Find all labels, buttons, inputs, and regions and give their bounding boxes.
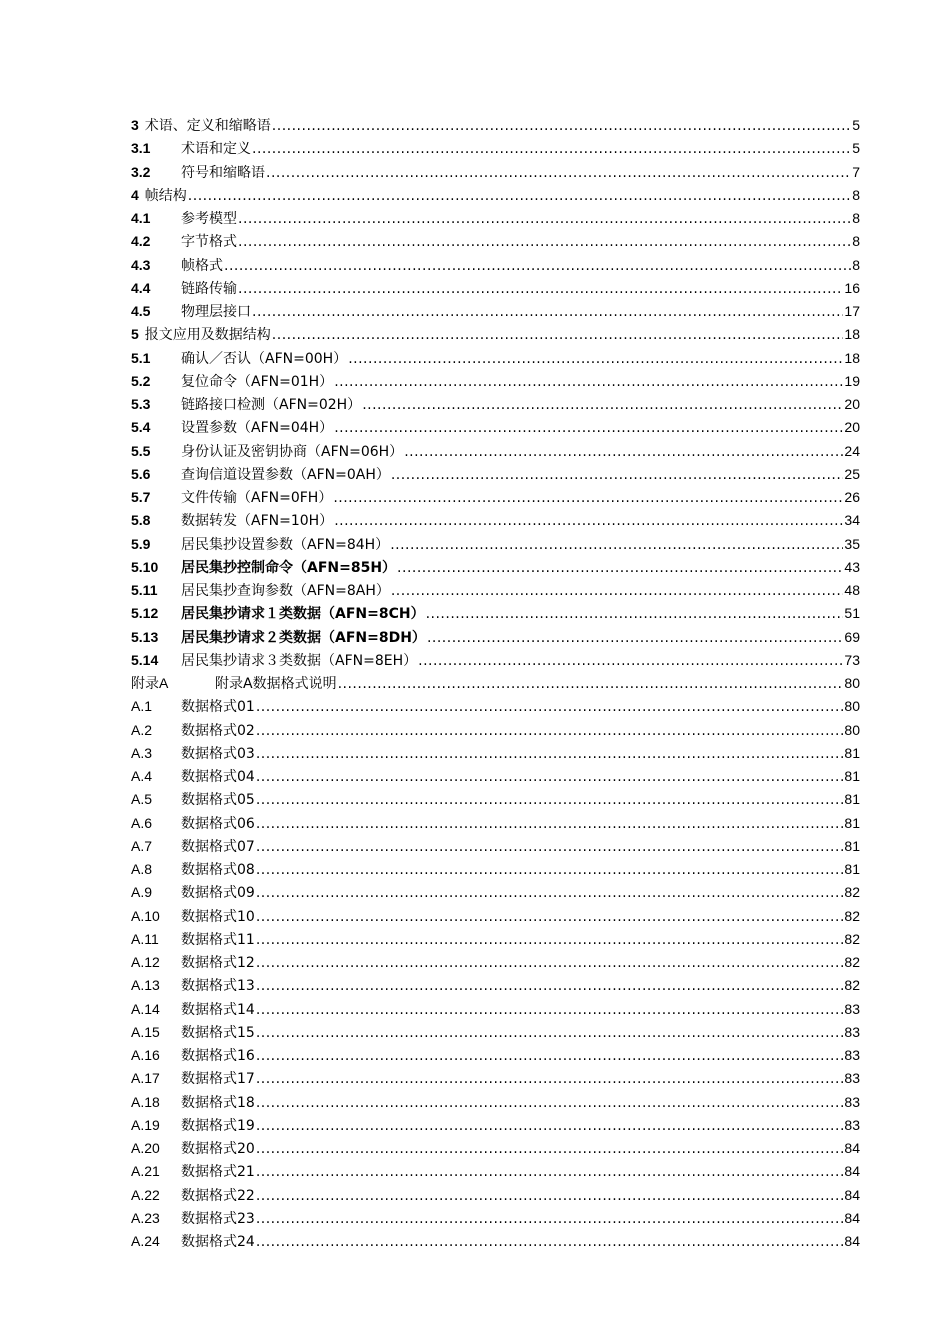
toc-entry-page-number: 82: [844, 977, 860, 994]
toc-entry-page-number: 73: [844, 651, 860, 668]
toc-entry-title: 链路接口检测（AFN=02H）: [181, 397, 362, 413]
dot-leader: [348, 348, 843, 371]
toc-entry-title: 数据格式21: [181, 1164, 255, 1181]
toc-entry[interactable]: [131, 1160, 860, 1183]
dot-leader: [256, 836, 844, 859]
dot-leader: [256, 1115, 844, 1138]
toc-entry-number: 4.2: [131, 233, 151, 250]
toc-entry-page-number: 83: [844, 1093, 860, 1110]
toc-entry-title: 居民集抄查询参数（AFN=8AH）: [181, 583, 390, 599]
toc-entry[interactable]: [131, 393, 860, 416]
toc-entry[interactable]: [131, 207, 860, 230]
dot-leader: [224, 255, 851, 278]
toc-entry-title: 数据格式17: [181, 1071, 255, 1088]
toc-entry-number: A.10: [131, 907, 160, 924]
toc-entry-number: A.2: [131, 721, 153, 738]
toc-entry-number: A.14: [131, 1000, 160, 1017]
dot-leader: [256, 906, 844, 929]
toc-entry-page-number: 81: [844, 744, 860, 761]
dot-leader: [188, 185, 851, 208]
toc-entry-page-number: 84: [844, 1140, 860, 1156]
toc-entry-number: 5.5: [131, 442, 151, 459]
toc-entry-page-number: 25: [844, 465, 860, 482]
toc-entry-page-number: 80: [844, 721, 860, 738]
toc-entry-number: 5.8: [131, 512, 151, 529]
toc-entry-title: 居民集抄控制命令（AFN=85H）: [181, 559, 397, 576]
toc-entry-title: 数据格式01: [181, 699, 255, 716]
toc-entry-number: A.21: [131, 1163, 160, 1180]
toc-entry-page-number: 83: [844, 1047, 860, 1063]
toc-entry-title: 附录A数据格式说明: [215, 676, 337, 692]
toc-entry-title: 术语、定义和缩略语: [144, 118, 271, 134]
toc-entry-number: A.13: [131, 977, 160, 994]
toc-entry-number: A.8: [131, 861, 153, 877]
toc-entry-page-number: 20: [844, 396, 860, 412]
toc-entry-page-number: 82: [844, 930, 860, 947]
toc-entry-number: A.19: [131, 1116, 160, 1133]
toc-entry[interactable]: [131, 649, 860, 672]
toc-entry-page-number: 18: [844, 349, 860, 366]
toc-entry-title: 居民集抄请求２类数据（AFN=8DH）: [181, 629, 426, 646]
toc-entry[interactable]: [131, 626, 860, 649]
dot-leader: [391, 464, 844, 487]
toc-entry-title: 数据格式19: [181, 1117, 255, 1134]
toc-entry-page-number: 80: [844, 698, 860, 715]
toc-entry-page-number: 81: [844, 814, 860, 831]
dot-leader: [256, 789, 844, 812]
dot-leader: [256, 999, 844, 1022]
toc-entry-number: 5.13: [131, 628, 159, 645]
toc-entry-title: 数据格式11: [181, 931, 255, 948]
toc-entry-title: 物理层接口: [181, 304, 251, 320]
toc-entry-title: 字节格式: [181, 234, 237, 251]
toc-entry-title: 数据格式10: [181, 908, 255, 925]
dot-leader: [272, 115, 851, 138]
toc-entry[interactable]: [131, 137, 860, 160]
toc-entry-title: 数据格式06: [181, 815, 255, 832]
dot-leader: [256, 859, 844, 882]
toc-entry[interactable]: [131, 1114, 860, 1137]
toc-entry[interactable]: [131, 881, 860, 904]
toc-entry[interactable]: [131, 300, 860, 323]
toc-entry[interactable]: [131, 254, 860, 277]
toc-entry[interactable]: [131, 1044, 860, 1067]
dot-leader: [256, 1185, 844, 1208]
toc-entry-title: 符号和缩略语: [181, 164, 265, 181]
toc-entry-page-number: 48: [844, 582, 860, 598]
toc-entry[interactable]: [131, 974, 860, 997]
toc-entry-number: A.12: [131, 954, 160, 970]
toc-entry-number: 5.12: [131, 605, 159, 622]
toc-entry-number: A.22: [131, 1186, 160, 1203]
toc-entry-page-number: 84: [844, 1233, 860, 1249]
toc-entry[interactable]: [131, 509, 860, 532]
dot-leader: [256, 720, 844, 743]
dot-leader: [272, 324, 844, 347]
toc-entry-page-number: 20: [844, 419, 860, 436]
dot-leader: [266, 162, 851, 185]
toc-entry[interactable]: [131, 161, 860, 184]
toc-entry-page-number: 84: [844, 1209, 860, 1226]
toc-entry[interactable]: [131, 323, 860, 346]
toc-entry-page-number: 81: [844, 768, 860, 784]
dot-leader: [426, 603, 844, 626]
toc-entry[interactable]: [131, 230, 860, 253]
toc-entry[interactable]: [131, 463, 860, 486]
toc-entry-title: 数据格式08: [181, 862, 255, 878]
dot-leader: [252, 301, 843, 324]
toc-entry-title: 身份认证及密钥协商（AFN=06H）: [181, 443, 404, 460]
toc-entry-page-number: 69: [844, 628, 860, 645]
toc-entry-number: 5: [131, 326, 139, 343]
toc-entry[interactable]: [131, 602, 860, 625]
toc-entry-number: A.17: [131, 1070, 160, 1087]
toc-entry-number: 5.1: [131, 349, 151, 366]
toc-entry-number: A.23: [131, 1209, 160, 1226]
toc-entry-number: 5.2: [131, 372, 151, 389]
dot-leader: [256, 1022, 844, 1045]
toc-entry-title: 确认／否认（AFN=00H）: [181, 350, 348, 367]
toc-entry[interactable]: [131, 951, 860, 974]
dot-leader: [256, 929, 844, 952]
toc-entry-title: 数据格式04: [181, 769, 255, 785]
toc-entry-number: 5.6: [131, 465, 151, 482]
toc-entry-page-number: 82: [844, 907, 860, 924]
dot-leader: [338, 673, 844, 696]
dot-leader: [362, 394, 843, 417]
toc-entry[interactable]: [131, 719, 860, 742]
toc-entry-page-number: 24: [844, 442, 860, 459]
toc-entry-number: A.11: [131, 930, 159, 947]
toc-entry[interactable]: [131, 765, 860, 788]
toc-entry[interactable]: [131, 486, 860, 509]
dot-leader: [256, 1208, 844, 1231]
toc-entry-page-number: 8: [852, 186, 860, 203]
toc-entry-title: 数据转发（AFN=10H）: [181, 513, 334, 530]
dot-leader: [256, 1068, 844, 1091]
toc-entry[interactable]: [131, 695, 860, 718]
dot-leader: [256, 975, 844, 998]
toc-entry[interactable]: [131, 1021, 860, 1044]
toc-entry-title: 数据格式02: [181, 722, 255, 739]
toc-entry[interactable]: [131, 1207, 860, 1230]
toc-entry-page-number: 5: [852, 117, 860, 133]
toc-entry-number: 3: [131, 117, 139, 133]
toc-entry-number: A.5: [131, 791, 153, 808]
toc-entry-title: 居民集抄请求３类数据（AFN=8EH）: [181, 652, 418, 669]
toc-entry-page-number: 51: [844, 605, 860, 622]
toc-entry[interactable]: [131, 556, 860, 579]
toc-entry-page-number: 7: [852, 163, 860, 180]
toc-entry-title: 文件传输（AFN=0FH）: [181, 490, 333, 506]
toc-entry-title: 数据格式18: [181, 1094, 255, 1111]
toc-entry-title: 数据格式24: [181, 1234, 255, 1250]
toc-entry-title: 复位命令（AFN=01H）: [181, 373, 334, 390]
dot-leader: [256, 882, 844, 905]
toc-entry-title: 居民集抄请求１类数据（AFN=8CH）: [181, 606, 425, 623]
toc-entry-number: 附录A: [131, 675, 169, 691]
toc-entry-title: 设置参数（AFN=04H）: [181, 420, 334, 437]
toc-entry-title: 数据格式23: [181, 1210, 255, 1227]
toc-entry-page-number: 35: [844, 535, 860, 552]
toc-entry-page-number: 80: [844, 675, 860, 691]
dot-leader: [256, 813, 844, 836]
dot-leader: [256, 696, 844, 719]
toc-entry-page-number: 84: [844, 1186, 860, 1203]
toc-entry-title: 报文应用及数据结构: [144, 327, 271, 344]
toc-entry[interactable]: [131, 370, 860, 393]
toc-entry-number: 5.3: [131, 396, 151, 412]
toc-entry[interactable]: [131, 1091, 860, 1114]
toc-entry[interactable]: [131, 416, 860, 439]
toc-entry[interactable]: [131, 998, 860, 1021]
toc-entry-number: A.20: [131, 1140, 160, 1156]
dot-leader: [238, 208, 851, 231]
dot-leader: [256, 1045, 844, 1068]
toc-entry-title: 居民集抄设置参数（AFN=84H）: [181, 536, 390, 553]
toc-entry-page-number: 34: [844, 512, 860, 529]
toc-entry-number: A.1: [131, 698, 153, 715]
toc-entry-number: A.24: [131, 1233, 160, 1249]
toc-entry[interactable]: [131, 1184, 860, 1207]
toc-entry-number: A.18: [131, 1093, 160, 1110]
toc-entry-page-number: 81: [844, 791, 860, 808]
toc-entry-number: 4.4: [131, 279, 151, 296]
toc-entry-page-number: 8: [852, 210, 860, 226]
dot-leader: [252, 138, 851, 161]
dot-leader: [256, 743, 844, 766]
toc-entry-title: 数据格式12: [181, 955, 255, 971]
dot-leader: [238, 278, 843, 301]
toc-entry-page-number: 83: [844, 1070, 860, 1087]
toc-entry-page-number: 8: [852, 256, 860, 273]
toc-entry-title: 数据格式14: [181, 1001, 255, 1018]
toc-entry[interactable]: [131, 812, 860, 835]
dot-leader: [256, 1138, 844, 1161]
dot-leader: [333, 487, 843, 510]
toc-entry-page-number: 26: [844, 489, 860, 505]
toc-entry-page-number: 19: [844, 372, 860, 389]
toc-entry[interactable]: [131, 1230, 860, 1253]
toc-entry[interactable]: [131, 788, 860, 811]
toc-entry-title: 数据格式15: [181, 1024, 255, 1041]
toc-entry-title: 查询信道设置参数（AFN=0AH）: [181, 466, 390, 483]
table-of-contents: [131, 114, 860, 1253]
toc-entry[interactable]: [131, 928, 860, 951]
toc-entry[interactable]: [131, 184, 860, 207]
dot-leader: [256, 1161, 844, 1184]
toc-entry-page-number: 82: [844, 884, 860, 901]
toc-entry-title: 参考模型: [181, 211, 237, 227]
toc-entry-page-number: 82: [844, 954, 860, 970]
toc-entry-title: 数据格式07: [181, 838, 255, 855]
toc-entry[interactable]: [131, 1067, 860, 1090]
toc-entry-page-number: 84: [844, 1163, 860, 1180]
toc-entry-page-number: 81: [844, 837, 860, 854]
toc-entry-number: 5.11: [131, 582, 158, 598]
dot-leader: [404, 441, 843, 464]
toc-entry-number: 5.4: [131, 419, 151, 436]
toc-entry-number: 5.9: [131, 535, 151, 552]
toc-entry[interactable]: [131, 347, 860, 370]
toc-entry-number: A.9: [131, 884, 153, 901]
toc-entry-title: 数据格式20: [181, 1141, 255, 1157]
dot-leader: [256, 952, 844, 975]
toc-entry-number: 5.7: [131, 489, 151, 505]
toc-entry[interactable]: [131, 742, 860, 765]
toc-entry-number: 4.1: [131, 210, 151, 226]
dot-leader: [397, 557, 843, 580]
toc-entry-title: 数据格式03: [181, 745, 255, 762]
toc-entry[interactable]: [131, 114, 860, 137]
toc-entry-title: 数据格式16: [181, 1048, 255, 1064]
dot-leader: [418, 650, 843, 673]
toc-entry[interactable]: [131, 277, 860, 300]
dot-leader: [390, 534, 843, 557]
toc-entry-number: A.6: [131, 814, 153, 831]
toc-entry-title: 数据格式09: [181, 885, 255, 902]
toc-entry-page-number: 18: [844, 326, 860, 343]
toc-entry[interactable]: [131, 672, 860, 695]
toc-entry-title: 数据格式13: [181, 978, 255, 995]
dot-leader: [238, 231, 851, 254]
toc-entry-title: 帧格式: [181, 257, 223, 274]
toc-entry[interactable]: [131, 533, 860, 556]
toc-entry-page-number: 43: [844, 558, 860, 575]
toc-entry-number: A.7: [131, 837, 153, 854]
toc-entry-number: A.3: [131, 744, 153, 761]
toc-entry-number: A.15: [131, 1023, 160, 1040]
dot-leader: [427, 627, 843, 650]
toc-entry[interactable]: [131, 858, 860, 881]
toc-entry[interactable]: [131, 440, 860, 463]
toc-entry-page-number: 83: [844, 1000, 860, 1017]
toc-entry-number: 3.1: [131, 140, 151, 157]
toc-entry-title: 链路传输: [181, 280, 237, 297]
toc-entry-number: 4.5: [131, 303, 151, 319]
dot-leader: [334, 417, 843, 440]
toc-entry[interactable]: [131, 1137, 860, 1160]
toc-entry-number: A.4: [131, 768, 153, 784]
toc-entry-title: 帧结构: [144, 187, 187, 204]
toc-entry-page-number: 5: [852, 140, 860, 157]
dot-leader: [256, 766, 844, 789]
toc-entry-title: 数据格式05: [181, 792, 255, 809]
toc-entry-number: 4.3: [131, 256, 151, 273]
toc-entry-page-number: 83: [844, 1023, 860, 1040]
dot-leader: [391, 580, 844, 603]
toc-entry-number: 3.2: [131, 163, 151, 180]
toc-entry[interactable]: [131, 579, 860, 602]
toc-entry-page-number: 83: [844, 1116, 860, 1133]
toc-entry-page-number: 81: [844, 861, 860, 877]
toc-entry-title: 术语和定义: [181, 141, 251, 158]
toc-entry-title: 数据格式22: [181, 1187, 255, 1204]
dot-leader: [334, 510, 843, 533]
dot-leader: [256, 1092, 844, 1115]
toc-entry-number: 5.10: [131, 558, 159, 575]
toc-entry-number: 4: [131, 186, 139, 203]
toc-entry[interactable]: [131, 905, 860, 928]
toc-entry-number: A.16: [131, 1047, 160, 1063]
dot-leader: [334, 371, 843, 394]
toc-entry-page-number: 17: [844, 303, 860, 319]
toc-entry-page-number: 16: [844, 279, 860, 296]
toc-entry-number: 5.14: [131, 651, 159, 668]
toc-entry[interactable]: [131, 835, 860, 858]
dot-leader: [256, 1231, 844, 1254]
toc-entry-page-number: 8: [852, 233, 860, 250]
